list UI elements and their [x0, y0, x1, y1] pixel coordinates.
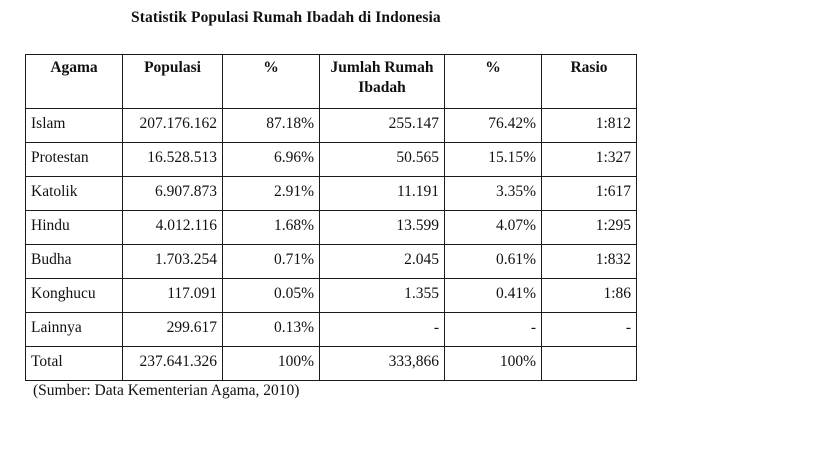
cell-persen-populasi: 0.13% — [223, 313, 320, 347]
table-row — [26, 143, 637, 177]
cell-populasi: 117.091 — [123, 279, 223, 313]
cell-rasio: 1:832 — [542, 245, 637, 279]
religious-buildings-table — [25, 54, 637, 381]
table-row — [26, 109, 637, 143]
cell-jumlah-rumah-ibadah: 50.565 — [320, 143, 445, 177]
cell-populasi: 1.703.254 — [123, 245, 223, 279]
cell-jumlah-rumah-ibadah: 333,866 — [320, 347, 445, 381]
cell-populasi: 299.617 — [123, 313, 223, 347]
header-rasio: Rasio — [542, 55, 637, 109]
cell-agama: Katolik — [26, 177, 123, 211]
header-persen-rumah-ibadah: % — [445, 55, 542, 109]
cell-populasi: 237.641.326 — [123, 347, 223, 381]
cell-populasi: 4.012.116 — [123, 211, 223, 245]
cell-persen-rumah-ibadah: 0.61% — [445, 245, 542, 279]
header-persen-populasi: % — [223, 55, 320, 109]
header-populasi: Populasi — [123, 55, 223, 109]
cell-persen-populasi: 1.68% — [223, 211, 320, 245]
cell-populasi: 16.528.513 — [123, 143, 223, 177]
cell-jumlah-rumah-ibadah: 11.191 — [320, 177, 445, 211]
cell-rasio — [542, 347, 637, 381]
cell-agama: Budha — [26, 245, 123, 279]
table-row — [26, 347, 637, 381]
cell-persen-rumah-ibadah: 15.15% — [445, 143, 542, 177]
cell-persen-rumah-ibadah: 76.42% — [445, 109, 542, 143]
table-row — [26, 313, 637, 347]
cell-persen-rumah-ibadah: 4.07% — [445, 211, 542, 245]
cell-persen-rumah-ibadah: 3.35% — [445, 177, 542, 211]
table-row — [26, 177, 637, 211]
cell-rasio: 1:295 — [542, 211, 637, 245]
cell-jumlah-rumah-ibadah: 13.599 — [320, 211, 445, 245]
cell-jumlah-rumah-ibadah: 2.045 — [320, 245, 445, 279]
cell-rasio: 1:327 — [542, 143, 637, 177]
table-row — [26, 211, 637, 245]
cell-populasi: 207.176.162 — [123, 109, 223, 143]
cell-persen-rumah-ibadah: 100% — [445, 347, 542, 381]
cell-persen-populasi: 6.96% — [223, 143, 320, 177]
page-title: Statistik Populasi Rumah Ibadah di Indonesia — [131, 9, 441, 26]
cell-populasi: 6.907.873 — [123, 177, 223, 211]
cell-rasio: - — [542, 313, 637, 347]
cell-agama: Protestan — [26, 143, 123, 177]
table-row — [26, 245, 637, 279]
cell-agama: Konghucu — [26, 279, 123, 313]
header-agama: Agama — [26, 55, 123, 109]
header-jumlah-rumah-ibadah: Jumlah Rumah Ibadah — [320, 55, 445, 109]
table-body — [26, 109, 637, 381]
cell-rasio: 1:86 — [542, 279, 637, 313]
cell-agama: Hindu — [26, 211, 123, 245]
cell-persen-populasi: 87.18% — [223, 109, 320, 143]
source-note: (Sumber: Data Kementerian Agama, 2010) — [33, 382, 300, 399]
cell-jumlah-rumah-ibadah: 1.355 — [320, 279, 445, 313]
table-row — [26, 279, 637, 313]
cell-persen-populasi: 100% — [223, 347, 320, 381]
cell-agama: Lainnya — [26, 313, 123, 347]
cell-persen-rumah-ibadah: - — [445, 313, 542, 347]
cell-jumlah-rumah-ibadah: 255.147 — [320, 109, 445, 143]
cell-rasio: 1:617 — [542, 177, 637, 211]
cell-persen-populasi: 2.91% — [223, 177, 320, 211]
cell-rasio: 1:812 — [542, 109, 637, 143]
cell-persen-populasi: 0.71% — [223, 245, 320, 279]
table-header-row — [26, 55, 637, 109]
cell-jumlah-rumah-ibadah: - — [320, 313, 445, 347]
cell-agama: Total — [26, 347, 123, 381]
cell-persen-populasi: 0.05% — [223, 279, 320, 313]
cell-persen-rumah-ibadah: 0.41% — [445, 279, 542, 313]
cell-agama: Islam — [26, 109, 123, 143]
